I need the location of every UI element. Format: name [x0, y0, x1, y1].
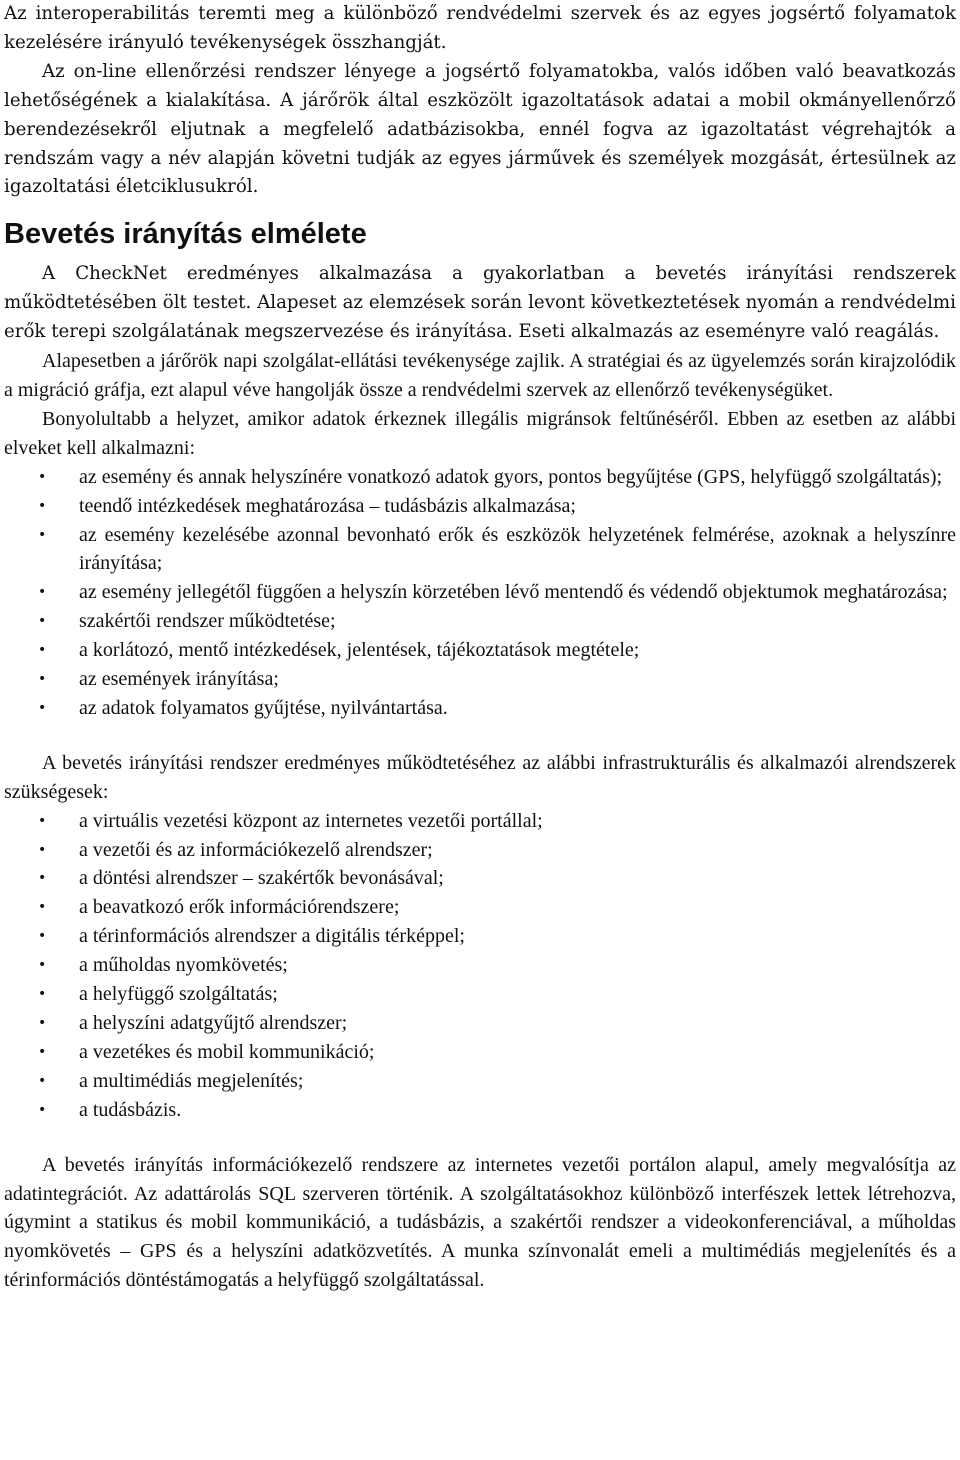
- paragraph-information-system: A bevetés irányítás információkezelő rendszere az internetes vezetői portálon alapul, amely megvalósítja az adatintegrációt. Az adattárolás SQL szerveren történik. A szolgáltatásokhoz különböző interfészek lettek létrehozva, úgymint a statikus és mobil kommunikáció, a tudásbázis, a szakértői rendszer a videokonferenciával, a műholdas nyomkövetés – GPS és a helyszíni adatközvetítés. A munka színvonalát emeli a multimédiás megjelenítés és a térinformációs döntéstámogatás a helyfüggő szolgáltatással.: [4, 1153, 956, 1292]
- subsystems-list: [4, 807, 956, 1125]
- list-item: • a tudásbázis.: [4, 1096, 956, 1125]
- list-item: • az esemény és annak helyszínére vonatkozó adatok gyors, pontos begyűjtése (GPS, helyfüggő szolgáltatás);: [4, 463, 956, 492]
- paragraph-base-case: Alapesetben a járőrök napi szolgálat-ellátási tevékenysége zajlik. A stratégiai és az ügyelemzés során kirajzolódik a migráció gráfja, ezt alapul véve hangolják össze a rendvédelmi szervek az ellenőrző tevékenységüket.: [4, 350, 956, 401]
- list-item: • a vezetékes és mobil kommunikáció;: [4, 1038, 956, 1067]
- list-item: • a korlátozó, mentő intézkedések, jelentések, tájékoztatások megtétele;: [4, 636, 956, 665]
- bullet-icon: •: [38, 1101, 47, 1118]
- list-item: • a virtuális vezetési központ az internetes vezetői portállal;: [4, 807, 956, 836]
- list-item: • a vezetői és az információkezelő alrendszer;: [4, 836, 956, 865]
- bullet-icon: •: [38, 986, 47, 1003]
- bullet-icon: •: [38, 928, 47, 945]
- list-item: • a beavatkozó erők információrendszere;: [4, 893, 956, 922]
- list-item: • a helyszíni adatgyűjtő alrendszer;: [4, 1009, 956, 1038]
- bullet-icon: •: [38, 1072, 47, 1089]
- intro-paragraph-online-control: Az on-line ellenőrzési rendszer lényege a jogsértő folyamatokba, valós időben való beavatkozás lehetőségének a kialakítása. A járőrök által eszközölt igazoltatások adatai a mobil okmányellenőrző berendezésekről eljutnak a megfelelő adatbázisokba, ennél fogva az igazoltatást végrehajtók a rendszám vagy a név alapján követni tudják az egyes járművek és személyek mozgását, értesülnek az igazoltatási életciklusukról.: [4, 60, 956, 198]
- bullet-icon: •: [38, 899, 47, 916]
- list-item: • a műholdas nyomkövetés;: [4, 951, 956, 980]
- list-item: • az események irányítása;: [4, 665, 956, 694]
- spacer: [4, 723, 956, 749]
- bullet-icon: •: [38, 526, 47, 543]
- list-item: • a multimédiás megjelenítés;: [4, 1067, 956, 1096]
- list-item: • a helyfüggő szolgáltatás;: [4, 980, 956, 1009]
- bullet-icon: •: [38, 957, 47, 974]
- list-item: • az adatok folyamatos gyűjtése, nyilvántartása.: [4, 694, 956, 723]
- bullet-icon: •: [38, 613, 47, 630]
- list-item: • szakértői rendszer működtetése;: [4, 607, 956, 636]
- document-page: [4, 0, 956, 1295]
- bullet-icon: •: [38, 841, 47, 858]
- spacer: [4, 1125, 956, 1151]
- bullet-icon: •: [38, 870, 47, 887]
- bullet-icon: •: [38, 497, 47, 514]
- bullet-icon: •: [38, 671, 47, 688]
- intro-paragraph-interoperability: Az interoperabilitás teremti meg a különböző rendvédelmi szervek és az egyes jogsértő folyamatok kezelésére irányuló tevékenységek összhangját.: [4, 3, 956, 53]
- bullet-icon: •: [38, 1043, 47, 1060]
- paragraph-complex-case: Bonyolultabb a helyzet, amikor adatok érkeznek illegális migránsok feltűnéséről. Ebben az esetben az alábbi elveket kell alkalmazni:: [4, 407, 956, 459]
- principles-list: [4, 463, 956, 723]
- bullet-icon: •: [38, 1015, 47, 1031]
- list-item: • teendő intézkedések meghatározása – tudásbázis alkalmazása;: [4, 492, 956, 521]
- bullet-icon: •: [38, 699, 47, 716]
- bullet-icon: •: [38, 812, 47, 829]
- paragraph-checknet: A CheckNet eredményes alkalmazása a gyakorlatban a bevetés irányítási rendszerek működtetésében ölt testet. Alapeset az elemzések során levont következtetések nyomán a rendvédelmi erők terepi szolgálatának megszervezése és irányítása. Eseti alkalmazás az eseményre való reagálás.: [4, 263, 956, 343]
- bullet-icon: •: [38, 468, 47, 485]
- list-item: • az esemény kezelésébe azonnal bevonható erők és eszközök helyzetének felmérése, azoknak a helyszínre irányítása;: [4, 521, 956, 579]
- list-item: • az esemény jellegétől függően a helyszín körzetében lévő mentendő és védendő objektumok meghatározása;: [4, 578, 956, 607]
- bullet-icon: •: [38, 642, 47, 659]
- list-item: • a térinformációs alrendszer a digitális térképpel;: [4, 922, 956, 951]
- section-heading: Bevetés irányítás elmélete: [4, 218, 367, 251]
- list-item: • a döntési alrendszer – szakértők bevonásával;: [4, 864, 956, 893]
- bullet-icon: •: [38, 584, 47, 601]
- paragraph-infrastructure: A bevetés irányítási rendszer eredményes működtetéséhez az alábbi infrastrukturális és alkalmazói alrendszerek szükségesek:: [4, 751, 956, 803]
